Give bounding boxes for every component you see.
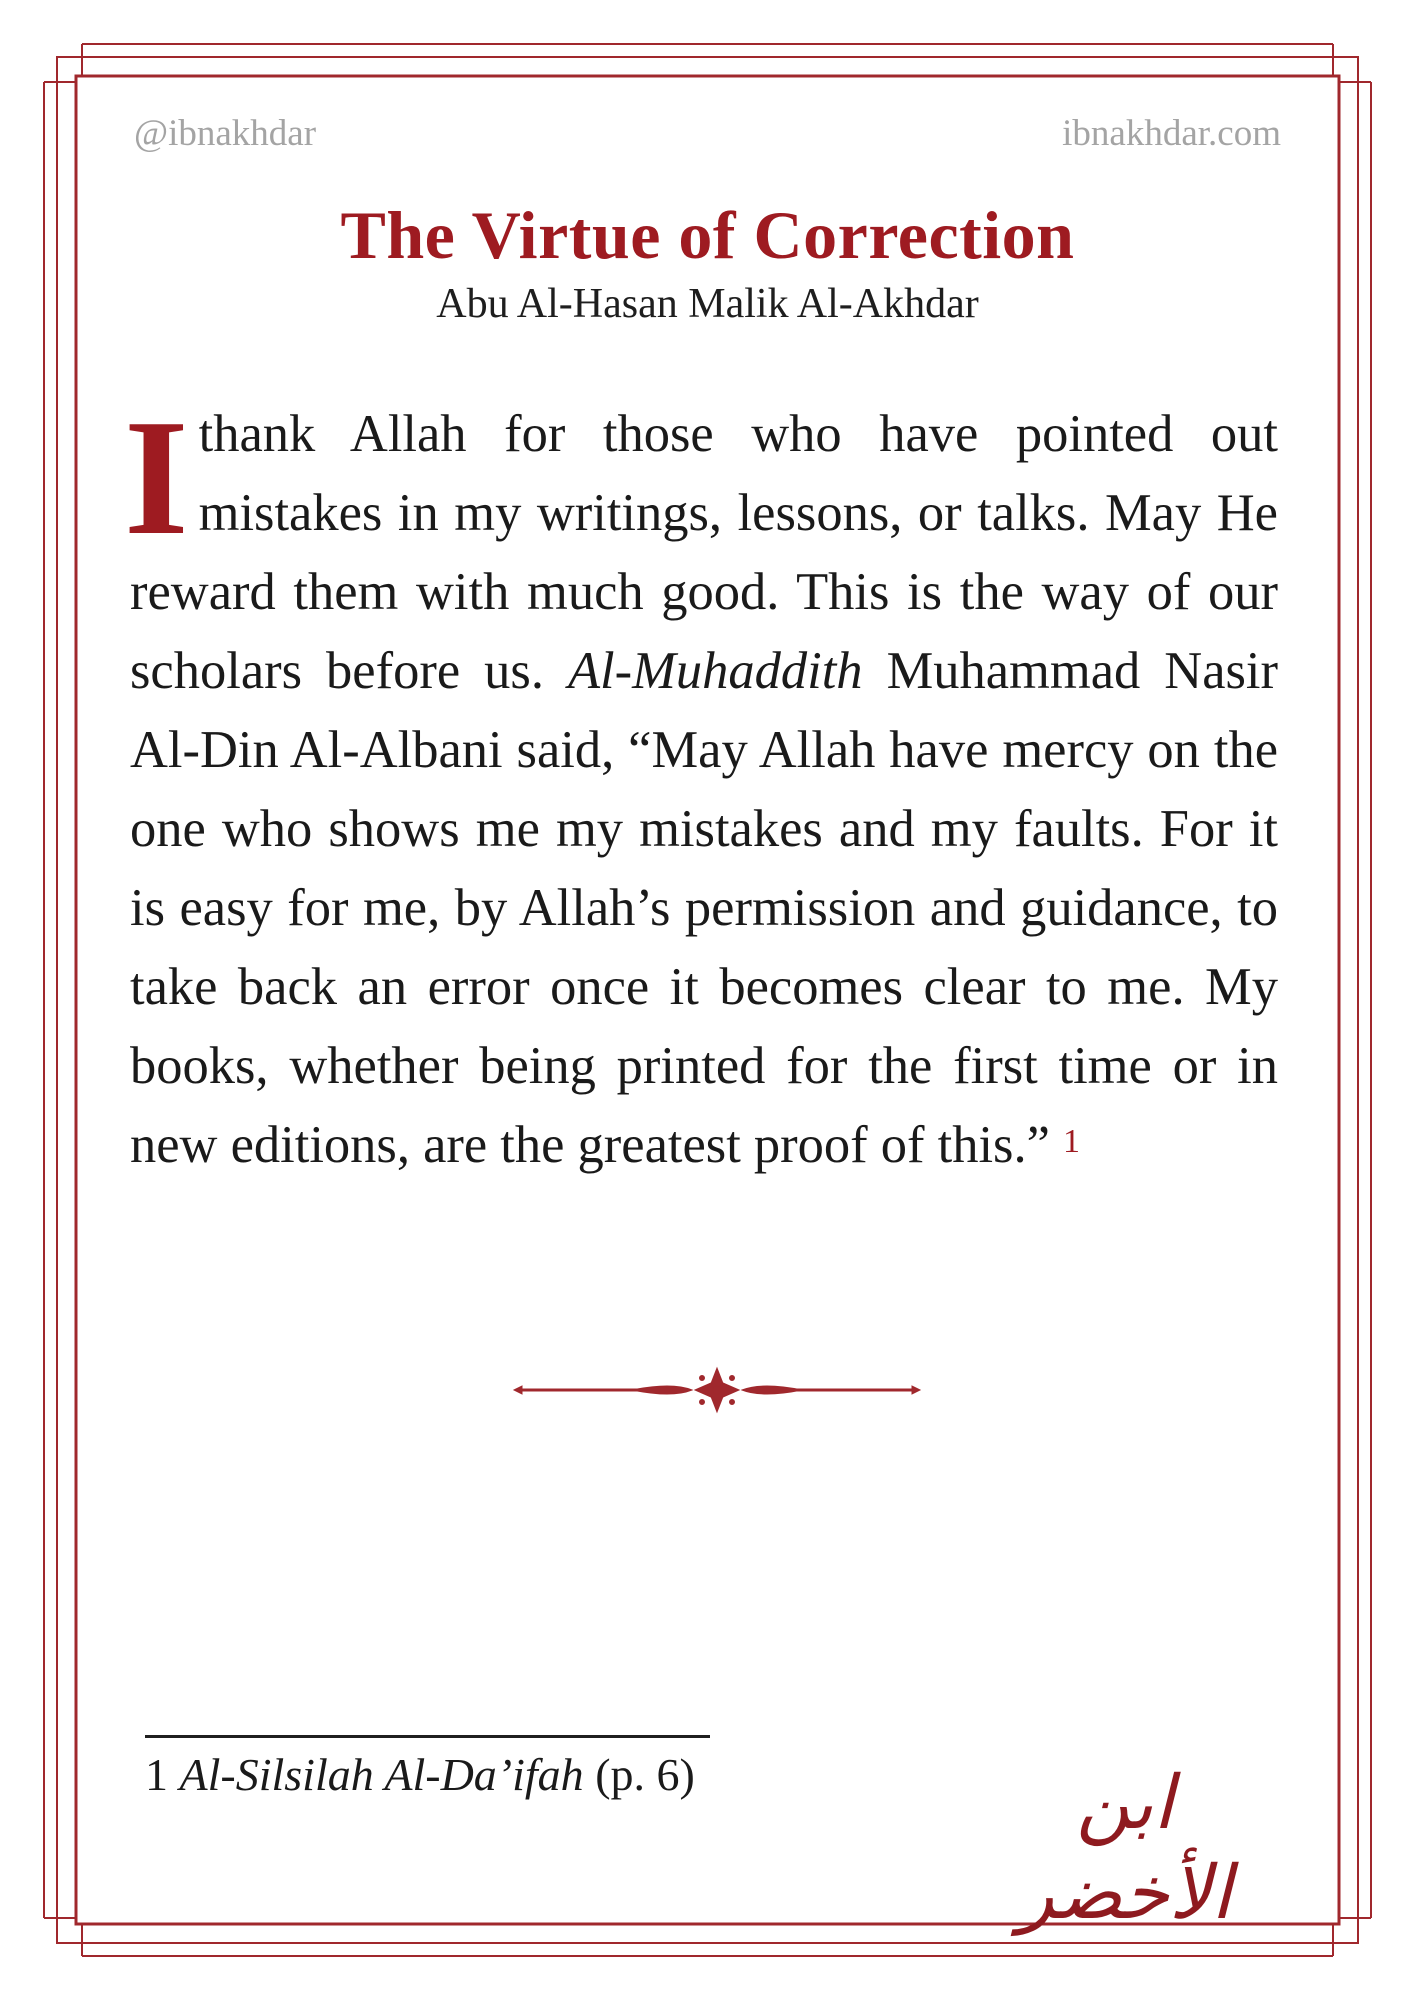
article-title: The Virtue of Correction [340, 197, 1075, 273]
footnote-divider [145, 1735, 710, 1738]
social-handle: @ibnakhdar [134, 113, 317, 154]
footnote-page: (p. 6) [595, 1749, 695, 1800]
footnote-reference[interactable]: 1 [1063, 1123, 1081, 1160]
body-text-part2: Muhammad Nasir Al-Din Al-Albani said, “May Allah have mercy on the one who shows me my mistakes and my faults. For it is easy for me, by Allah’s permission and guidance, to take back an error once it becomes clear to me. My books, whether being printed for the first time or in new editions, are the greatest proof of this.” [130, 642, 1279, 1174]
website-url: ibnakhdar.com [1062, 113, 1281, 154]
article-author: Abu Al-Hasan Malik Al-Akhdar [436, 281, 979, 327]
ornament-divider-icon [512, 1360, 922, 1420]
article-body [124, 385, 1279, 1185]
footnote-number: 1 [145, 1749, 168, 1800]
drop-cap: I [124, 385, 189, 569]
body-text-part1: thank Allah for those who have pointed out mistakes in my writings, lessons, or talks. May He reward them with much good. This is the way of our scholars before us. [130, 405, 1278, 700]
footnote [145, 1748, 695, 1801]
footnote-source: Al-Silsilah Al-Da’ifah [179, 1749, 584, 1800]
calligraphy-signature: ابن الأخضر [1018, 1760, 1232, 1936]
body-italic-term: Al-Muhaddith [567, 642, 863, 700]
